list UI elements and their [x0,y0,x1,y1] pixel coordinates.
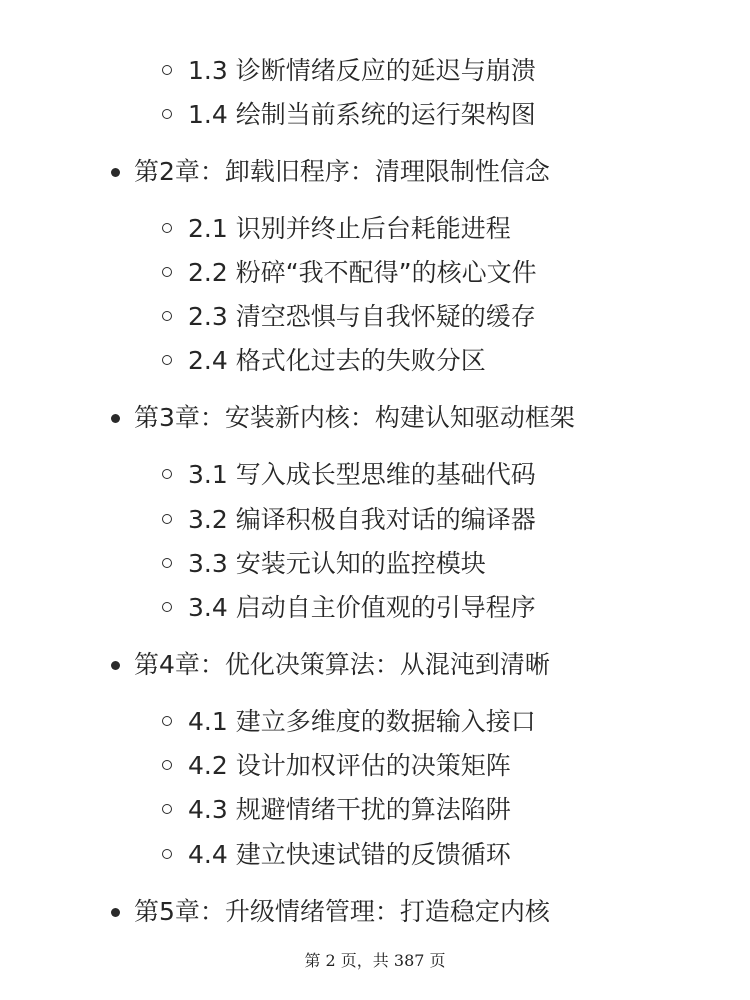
toc-section-text: 4.2 设计加权评估的决策矩阵 [188,751,511,780]
hollow-bullet-icon [162,849,172,859]
toc-section-text: 3.3 安装元认知的监控模块 [188,549,486,578]
toc-chapter-text: 第5章：升级情绪管理：打造稳定内核 [134,897,550,926]
toc-chapter-text: 第4章：优化决策算法：从混沌到清晰 [134,650,550,679]
toc-section-text: 1.4 绘制当前系统的运行架构图 [188,100,536,129]
hollow-bullet-icon [162,602,172,612]
toc-section-text: 2.3 清空恐惧与自我怀疑的缓存 [188,302,536,331]
filled-bullet-icon [111,168,120,177]
hollow-bullet-icon [162,760,172,770]
page-number-footer: 第 2 页，共 387 页 [304,951,446,970]
toc-section-text: 3.2 编译积极自我对话的编译器 [188,505,536,534]
hollow-bullet-icon [162,355,172,365]
filled-bullet-icon [111,908,120,917]
toc-section-text: 1.3 诊断情绪反应的延迟与崩溃 [188,56,536,85]
hollow-bullet-icon [162,65,172,75]
filled-bullet-icon [111,414,120,423]
hollow-bullet-icon [162,311,172,321]
toc-section-text: 4.3 规避情绪干扰的算法陷阱 [188,795,511,824]
toc-section-text: 4.1 建立多维度的数据输入接口 [188,707,536,736]
toc-section-text: 2.2 粉碎“我不配得”的核心文件 [188,258,537,287]
hollow-bullet-icon [162,223,172,233]
toc-section-text: 2.1 识别并终止后台耗能进程 [188,214,511,243]
hollow-bullet-icon [162,469,172,479]
filled-bullet-icon [111,661,120,670]
toc-section-text: 4.4 建立快速试错的反馈循环 [188,840,511,869]
hollow-bullet-icon [162,558,172,568]
hollow-bullet-icon [162,514,172,524]
toc-section-text: 2.4 格式化过去的失败分区 [188,346,486,375]
toc-chapter-text: 第3章：安装新内核：构建认知驱动框架 [134,403,575,432]
hollow-bullet-icon [162,804,172,814]
hollow-bullet-icon [162,267,172,277]
toc-section-text: 3.4 启动自主价值观的引导程序 [188,593,536,622]
hollow-bullet-icon [162,109,172,119]
toc-section-text: 3.1 写入成长型思维的基础代码 [188,460,536,489]
hollow-bullet-icon [162,716,172,726]
toc-chapter-text: 第2章：卸载旧程序：清理限制性信念 [134,157,550,186]
